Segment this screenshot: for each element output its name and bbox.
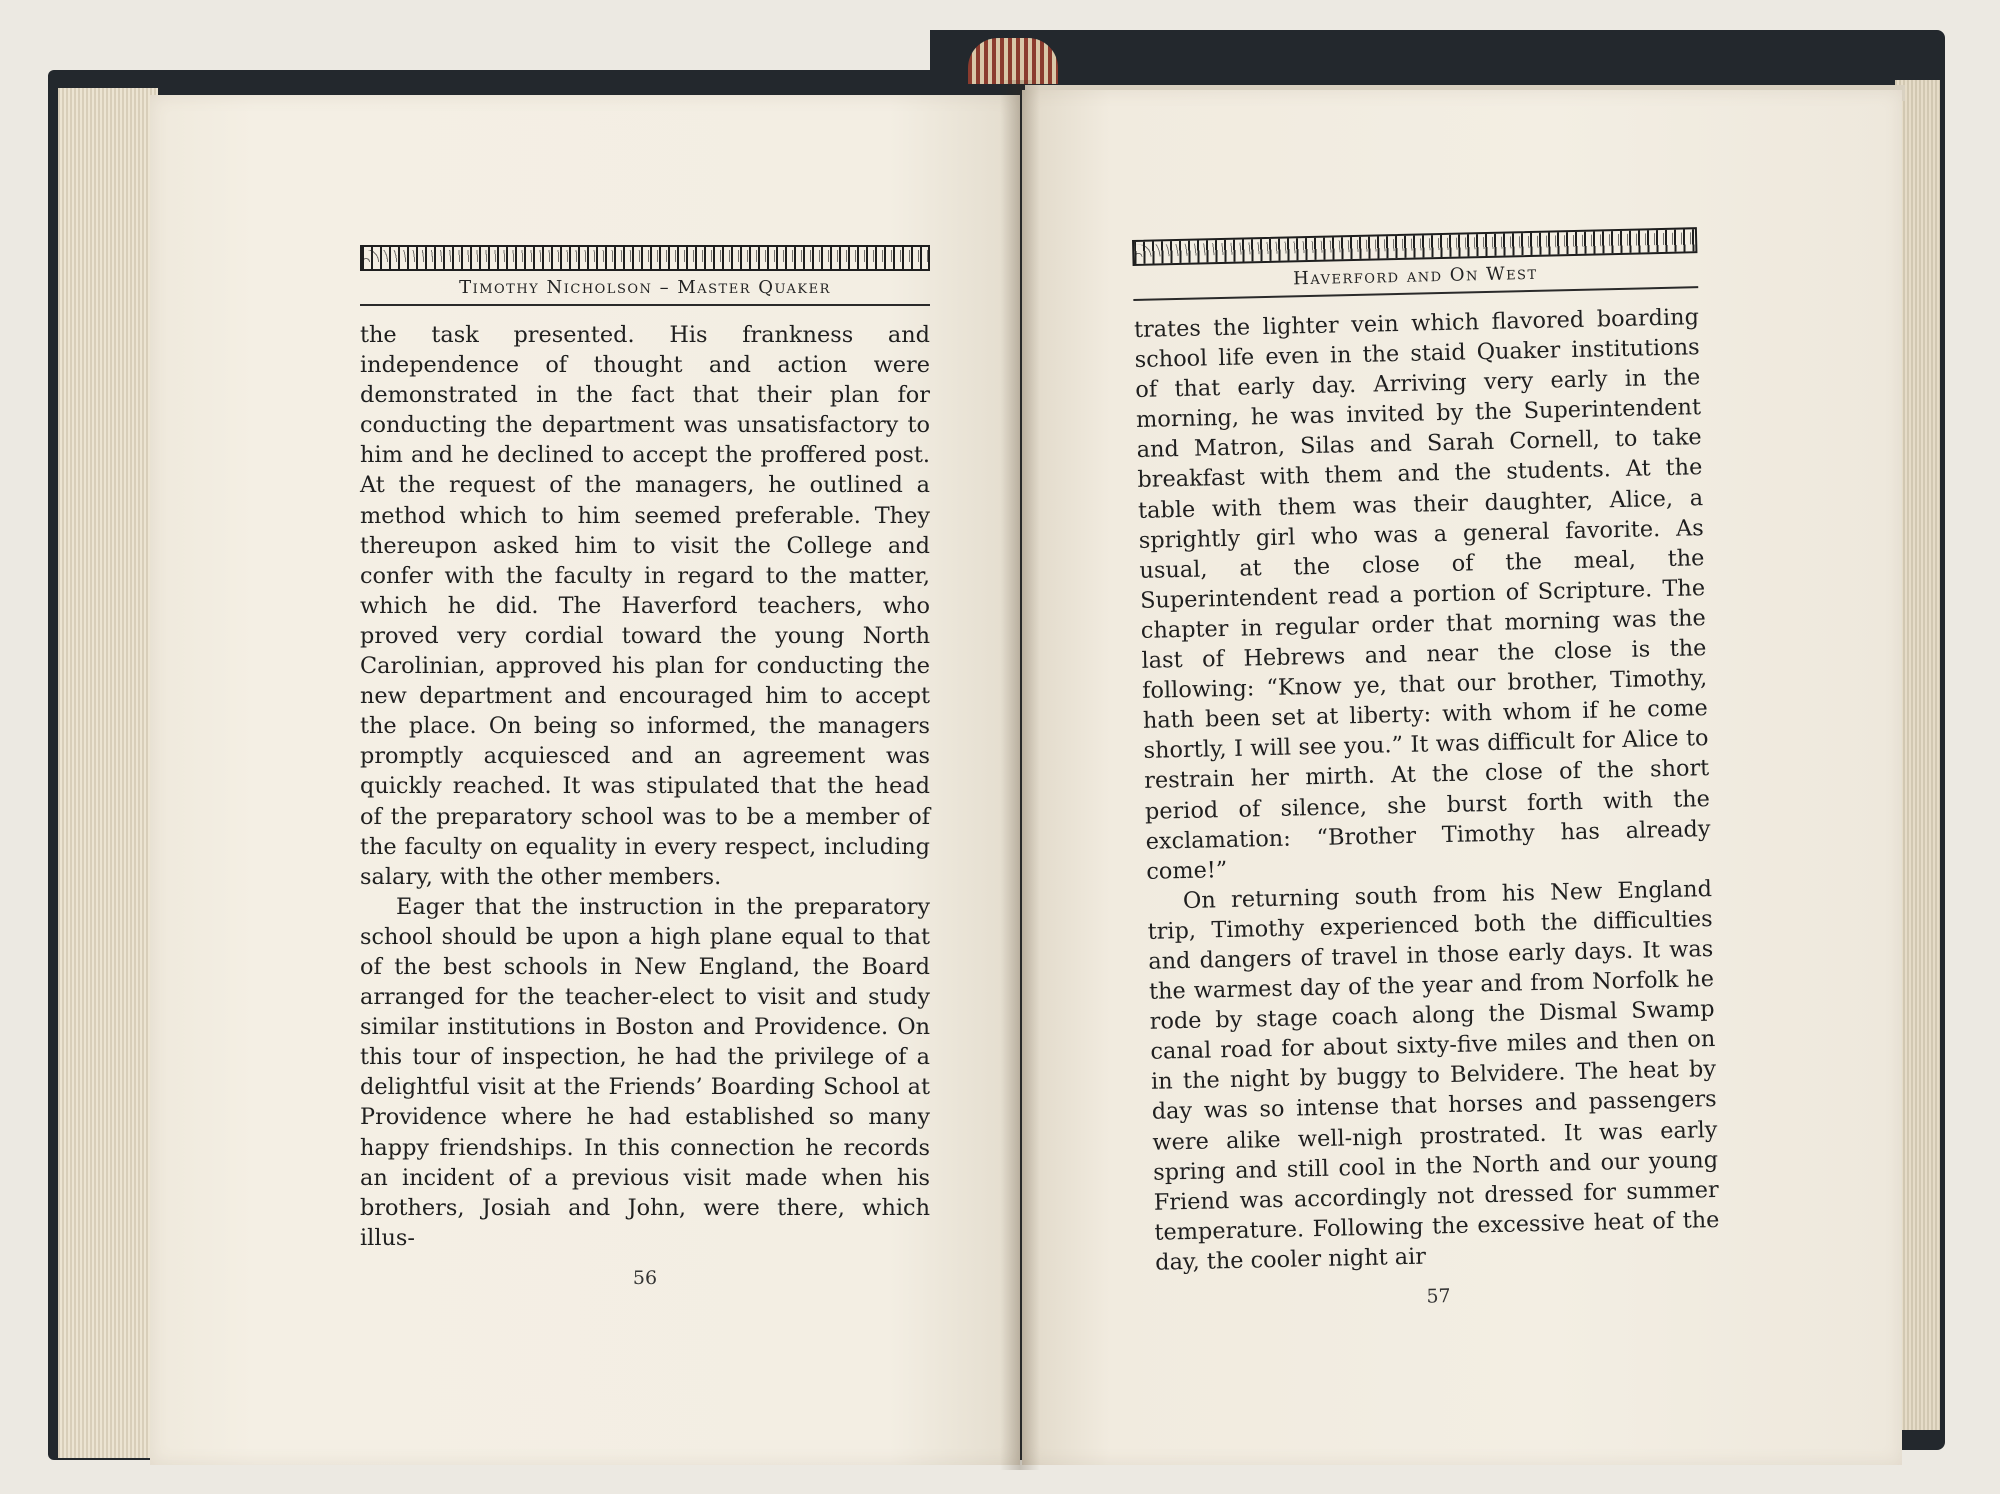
running-head-right: Haverford and On West <box>1133 253 1699 301</box>
page-edges-left <box>58 88 158 1458</box>
left-page <box>150 95 1020 1465</box>
right-page <box>1022 90 1902 1465</box>
left-body-text <box>360 320 930 1253</box>
running-head-left: Timothy Nicholson – Master Quaker <box>360 271 930 306</box>
paragraph: trates the lighter vein which flavored boarding school life even in the staid Quaker institutions of that early day. Arriving very early in the morning, he was invited by the Superintendent and Matron, Silas and Sarah Cornell, to take breakfast with them and the students. At the table with them was their daughter, Alice, a sprightly girl who was a general favorite. As usual, at the close of the meal, the Superintendent read a portion of Scripture. The chapter in regular order that morning was the last of Hebrews and near the close is the following: “Know ye, that our brother, Timothy, hath been set at liberty: with whom if he come shortly, I will see you.” It was difficult for Alice to restrain her mirth. At the close of the short period of silence, she burst forth with the exclamation: “Brother Timothy has already come!” <box>1133 304 1711 885</box>
right-text-block <box>1132 227 1721 1314</box>
gutter-shadow <box>1000 80 1040 1470</box>
left-text-block <box>360 245 930 1289</box>
paragraph: the task presented. His frankness and independence of thought and action were demonstrated in the fact that their plan for conducting the department was unsatisfactory to him and he declined to accept the proffered post. At the request of the managers, he outlined a method which to him seemed preferable. They thereupon asked him to visit the College and confer with the faculty in regard to the matter, which he did. The Haverford teachers, who proved very cordial toward the young North Carolinian, approved his plan for conducting the new department and encouraged him to accept the place. On being so informed, the managers promptly acquiesced and an agreement was quickly reached. It was stipulated that the head of the preparatory school was to be a member of the faculty on equality in every respect, including salary, with the other members. <box>360 322 930 890</box>
headband <box>968 38 1058 84</box>
paragraph: Eager that the instruction in the preparatory school should be upon a high plane equal to that of the best schools in New England, the Board arranged for the teacher-elect to visit and study similar institutions in Boston and Providence. On this tour of inspection, he had the privilege of a delightful visit at the Friends’ Boarding School at Providence where he had established so many happy friendships. In this connection he records an incident of a previous visit made when his brothers, Josiah and John, were there, which illus- <box>360 893 930 1251</box>
header-ornament <box>360 245 930 271</box>
page-number-right: 57 <box>1426 1285 1451 1308</box>
right-body-text <box>1134 302 1721 1278</box>
page-number-left: 56 <box>632 1266 658 1289</box>
paragraph: On returning south from his New England trip, Timothy experienced both the difficulties and dangers of travel in those early days. It was the warmest day of the year and from Norfolk he rode by stage coach along the Dismal Swamp canal road for about sixty-five miles and then on in the night by buggy to Belvidere. The heat by day was so intense that horses and passengers were alike well-nigh prostrated. It was early spring and still cool in the North and our young Friend was accordingly not dressed for summer temperature. Following the excessive heat of the day, the cooler night air <box>1147 875 1720 1276</box>
